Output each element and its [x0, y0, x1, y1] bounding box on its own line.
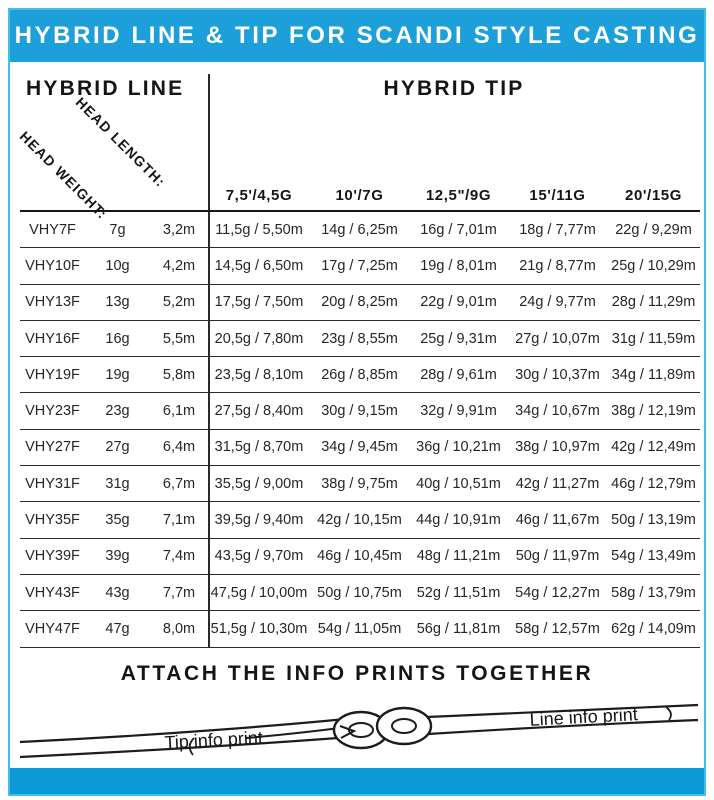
head-length-cell: 6,7m [162, 475, 196, 492]
tip-cell: 39,5g / 9,40m [214, 512, 304, 529]
tip-cell: 54g / 13,49m [611, 548, 696, 565]
tip-cell: 48g / 11,21m [416, 548, 501, 565]
model-cell: VHY39F [25, 548, 80, 565]
tip-cell: 28g / 11,29m [611, 294, 696, 311]
model-cell: VHY27F [25, 439, 80, 456]
tip-column-header: 7,5'/4,5G [225, 187, 293, 204]
model-cell: VHY47F [25, 620, 80, 637]
tip-cell: 42g / 11,27m [515, 475, 600, 492]
tip-cell: 46g / 10,45m [317, 548, 402, 565]
tip-cell: 38g / 12,19m [611, 403, 696, 420]
head-length-cell: 7,1m [162, 512, 196, 529]
tip-column-header: 20'/15G [625, 187, 682, 204]
table-row [20, 285, 700, 321]
tip-cell: 38g / 10,97m [515, 439, 600, 456]
line-info-print-label: Line info print [529, 704, 639, 730]
attach-heading: ATTACH THE INFO PRINTS TOGETHER [120, 662, 594, 685]
tip-column-header: 12,5"/9G [425, 187, 492, 204]
head-weight-cell: 16g [105, 330, 130, 347]
model-cell: VHY16F [25, 330, 80, 347]
tip-info-print-label: Tip info print [164, 727, 264, 753]
hybrid-tip-header: HYBRID TIP [383, 77, 525, 100]
head-length-label: HEAD LENGTH: [72, 94, 169, 191]
head-length-cell: 7,7m [162, 584, 196, 601]
tip-cell: 34g / 11,89m [611, 366, 696, 383]
tip-cell: 35,5g / 9,00m [214, 475, 304, 492]
tip-cell: 23g / 8,55m [321, 330, 398, 347]
tip-cell: 25g / 9,31m [420, 330, 497, 347]
model-cell: VHY35F [25, 512, 80, 529]
head-weight-cell: 13g [105, 294, 130, 311]
hybrid-line-header: HYBRID LINE [26, 77, 185, 100]
tip-cell: 36g / 10,21m [416, 439, 501, 456]
tip-cell: 20g / 8,25m [321, 294, 398, 311]
weight-column-header [85, 204, 150, 210]
tip-cell: 30g / 10,37m [515, 366, 600, 383]
head-weight-cell: 19g [105, 366, 130, 383]
tip-cell: 31,5g / 8,70m [214, 439, 304, 456]
tip-cell: 32g / 9,91m [420, 403, 497, 420]
tip-cell: 19g / 8,01m [420, 257, 497, 274]
table-row [20, 393, 700, 429]
tip-cell: 47,5g / 10,00m [210, 584, 308, 601]
tip-cell: 42g / 12,49m [611, 439, 696, 456]
tip-cell: 44g / 10,91m [416, 512, 501, 529]
head-weight-cell: 39g [105, 548, 130, 565]
model-cell: VHY10F [25, 257, 80, 274]
tip-cell: 51,5g / 10,30m [210, 620, 308, 637]
tip-cell: 17,5g / 7,50m [214, 294, 304, 311]
tip-cell: 23,5g / 8,10m [214, 366, 304, 383]
tip-cell: 27,5g / 8,40m [214, 403, 304, 420]
table-header-row [20, 182, 700, 212]
model-cell: VHY7F [29, 221, 76, 238]
tip-cell: 24g / 9,77m [519, 294, 596, 311]
knot-illustration [14, 696, 704, 768]
tip-cell: 58g / 13,79m [611, 584, 696, 601]
tip-cell: 52g / 11,51m [416, 584, 501, 601]
head-weight-cell: 31g [105, 475, 130, 492]
tip-cell: 22g / 9,01m [420, 294, 497, 311]
head-length-cell: 5,5m [162, 330, 196, 347]
head-weight-cell: 27g [105, 439, 130, 456]
tip-cell: 14g / 6,25m [321, 221, 398, 238]
tip-cell: 20,5g / 7,80m [214, 330, 304, 347]
model-cell: VHY31F [25, 475, 80, 492]
tip-cell: 34g / 10,67m [515, 403, 600, 420]
tip-cell: 50g / 13,19m [611, 512, 696, 529]
tip-cell: 27g / 10,07m [515, 330, 600, 347]
table-row [20, 539, 700, 575]
table-row [20, 248, 700, 284]
model-cell: VHY19F [25, 366, 80, 383]
model-cell: VHY43F [25, 584, 80, 601]
table-row [20, 321, 700, 357]
model-cell: VHY23F [25, 403, 80, 420]
tip-cell: 25g / 10,29m [611, 257, 696, 274]
table-row [20, 212, 700, 248]
head-weight-cell: 43g [105, 584, 130, 601]
head-length-cell: 5,2m [162, 294, 196, 311]
knot-right-loop-hole [392, 719, 416, 733]
tip-cell: 21g / 8,77m [519, 257, 596, 274]
head-length-cell: 4,2m [162, 257, 196, 274]
tip-cell: 54g / 12,27m [515, 584, 600, 601]
tip-cell: 31g / 11,59m [611, 330, 696, 347]
head-length-cell: 6,4m [162, 439, 196, 456]
tip-cell: 28g / 9,61m [420, 366, 497, 383]
tip-cell: 54g / 11,05m [317, 620, 402, 637]
tip-cell: 43,5g / 9,70m [214, 548, 304, 565]
tip-cell: 42g / 10,15m [317, 512, 402, 529]
model-column-header [20, 204, 85, 210]
tip-cell: 14,5g / 6,50m [214, 257, 304, 274]
tip-cell: 46g / 11,67m [515, 512, 600, 529]
page-title: HYBRID LINE & TIP FOR SCANDI STYLE CASTING [14, 22, 700, 49]
tip-cell: 26g / 8,85m [321, 366, 398, 383]
tip-cell: 30g / 9,15m [321, 403, 398, 420]
head-weight-label: HEAD WEIGHT: [16, 128, 111, 223]
tip-cell: 34g / 9,45m [321, 439, 398, 456]
tip-cell: 50g / 11,97m [515, 548, 600, 565]
head-length-cell: 3,2m [162, 221, 196, 238]
tip-cell: 46g / 12,79m [611, 475, 696, 492]
head-weight-cell: 35g [105, 512, 130, 529]
tip-cell: 38g / 9,75m [321, 475, 398, 492]
table-row [20, 466, 700, 502]
head-weight-cell: 7g [109, 221, 126, 238]
head-length-cell: 8,0m [162, 620, 196, 637]
head-length-cell: 7,4m [162, 548, 196, 565]
tip-cell: 18g / 7,77m [519, 221, 596, 238]
tip-cell: 58g / 12,57m [515, 620, 600, 637]
tip-cell: 11,5g / 5,50m [215, 221, 303, 238]
bottom-accent-bar [10, 768, 704, 794]
tip-column-header: 10'/7G [335, 187, 384, 204]
rope-right-print-bracket [666, 707, 671, 720]
model-cell: VHY13F [25, 294, 80, 311]
tip-cell: 22g / 9,29m [615, 221, 692, 238]
table-row [20, 611, 700, 647]
tip-cell: 50g / 10,75m [317, 584, 402, 601]
tip-cell: 16g / 7,01m [420, 221, 497, 238]
head-weight-cell: 10g [105, 257, 130, 274]
head-weight-cell: 47g [105, 620, 130, 637]
tip-column-header: 15'/11G [529, 187, 586, 204]
tip-cell: 17g / 7,25m [321, 257, 398, 274]
head-length-cell: 6,1m [162, 403, 196, 420]
head-weight-cell: 23g [105, 403, 130, 420]
tip-cell: 62g / 14,09m [611, 620, 696, 637]
table-row [20, 430, 700, 466]
table-row [20, 502, 700, 538]
head-length-cell: 5,8m [162, 366, 196, 383]
spec-sheet-card [8, 8, 706, 796]
tip-cell: 56g / 11,81m [416, 620, 501, 637]
table-row [20, 357, 700, 393]
spec-table-body [20, 212, 700, 648]
tip-cell: 40g / 10,51m [416, 475, 501, 492]
title-banner [10, 10, 704, 62]
table-row [20, 575, 700, 611]
length-column-header [150, 204, 208, 210]
